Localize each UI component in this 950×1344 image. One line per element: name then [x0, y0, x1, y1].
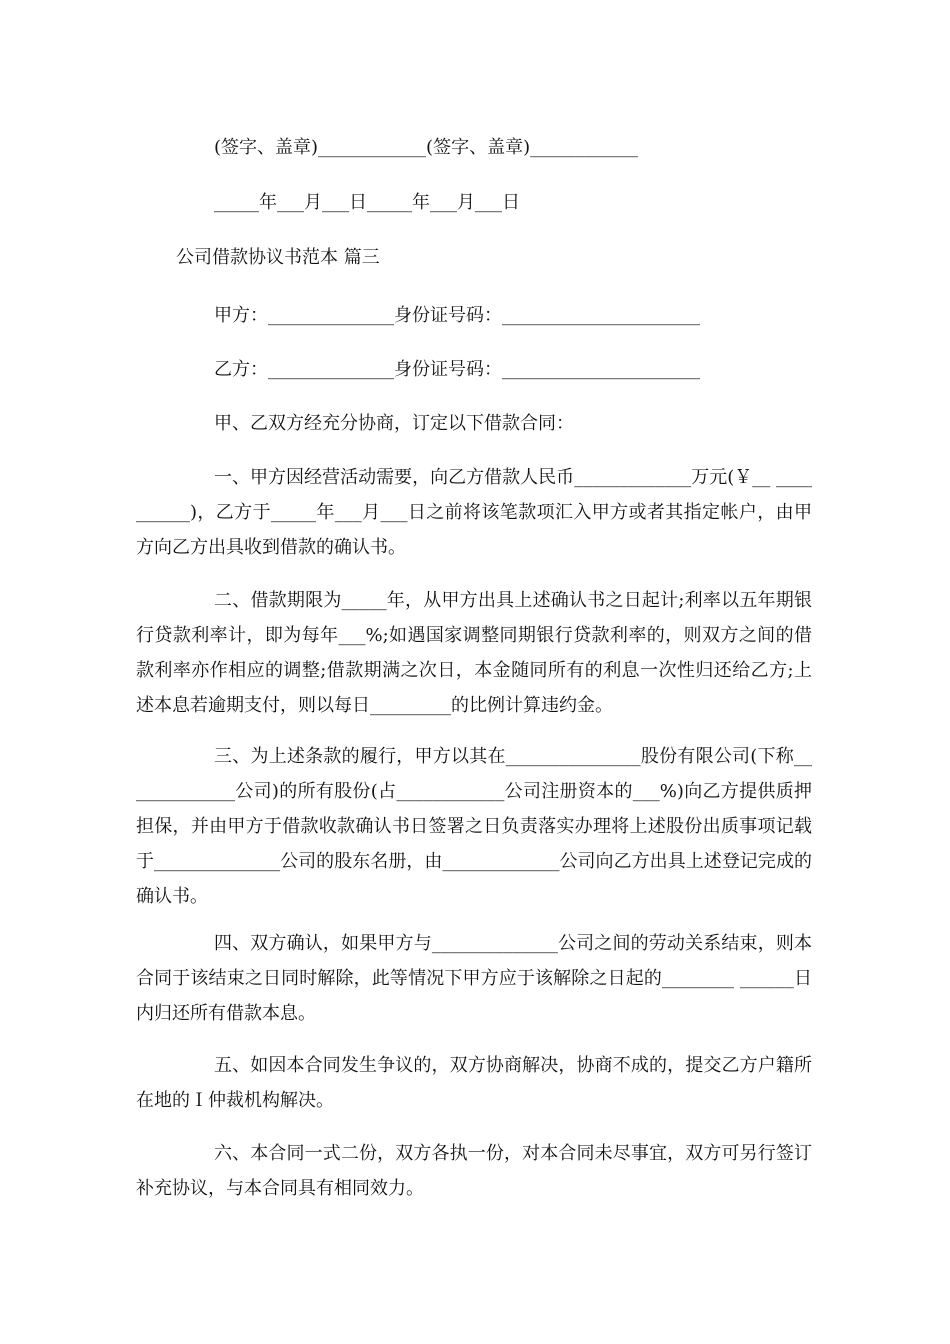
clause-6: 六、本合同一式二份，双方各执一份，对本合同未尽事宜，双方可另行签订补充协议，与本合同具有相同效力。	[136, 1143, 812, 1199]
clause-1: 一、甲方因经营活动需要，向乙方借款人民币_____________万元(￥__ __________)，乙方于_____年___月___日之前将该笔款项汇入甲方或者其指定帐户，由甲方向乙方出具收到借款的确认书。	[136, 467, 812, 558]
party-b-line: 乙方：______________身份证号码：______________________	[214, 359, 700, 380]
section-title: 公司借款协议书范本 篇三	[176, 247, 380, 268]
clause-5: 五、如因本合同发生争议的，双方协商解决，协商不成的，提交乙方户籍所在地的Ｉ仲裁机构解决。	[136, 1055, 812, 1111]
party-a-line: 甲方：______________身份证号码：______________________	[214, 305, 700, 326]
clause-4: 四、双方确认，如果甲方与______________公司之间的劳动关系结束，则本合同于该结束之日同时解除，此等情况下甲方应于该解除之日起的________ ______日内归还所有借款本息。	[136, 933, 812, 1024]
clause-3: 三、为上述条款的履行，甲方以其在_______________股份有限公司(下称_____________公司)的所有股份(占____________公司注册资本的___%)向乙方提供质押担保，并由甲方于借款收款确认书日签署之日负责落实办理将上述股份出质事项记载于______________公司的股东名册，由_____________公司向乙方出具上述登记完成的确认书。	[136, 746, 812, 907]
date-line: _____年___月___日_____年___月___日	[214, 192, 520, 213]
intro-line: 甲、乙双方经充分协商，订定以下借款合同：	[214, 413, 574, 434]
clause-2: 二、借款期限为_____年，从甲方出具上述确认书之日起计;利率以五年期银行贷款利率计，即为每年___%;如遇国家调整同期银行贷款利率的，则双方之间的借款利率亦作相应的调整;借款期满之次日，本金随同所有的利息一次性归还给乙方;上述本息若逾期支付，则以每日_________的比例计算违约金。	[136, 590, 812, 716]
signature-line: (签字、盖章)____________(签字、盖章)____________	[214, 137, 639, 158]
